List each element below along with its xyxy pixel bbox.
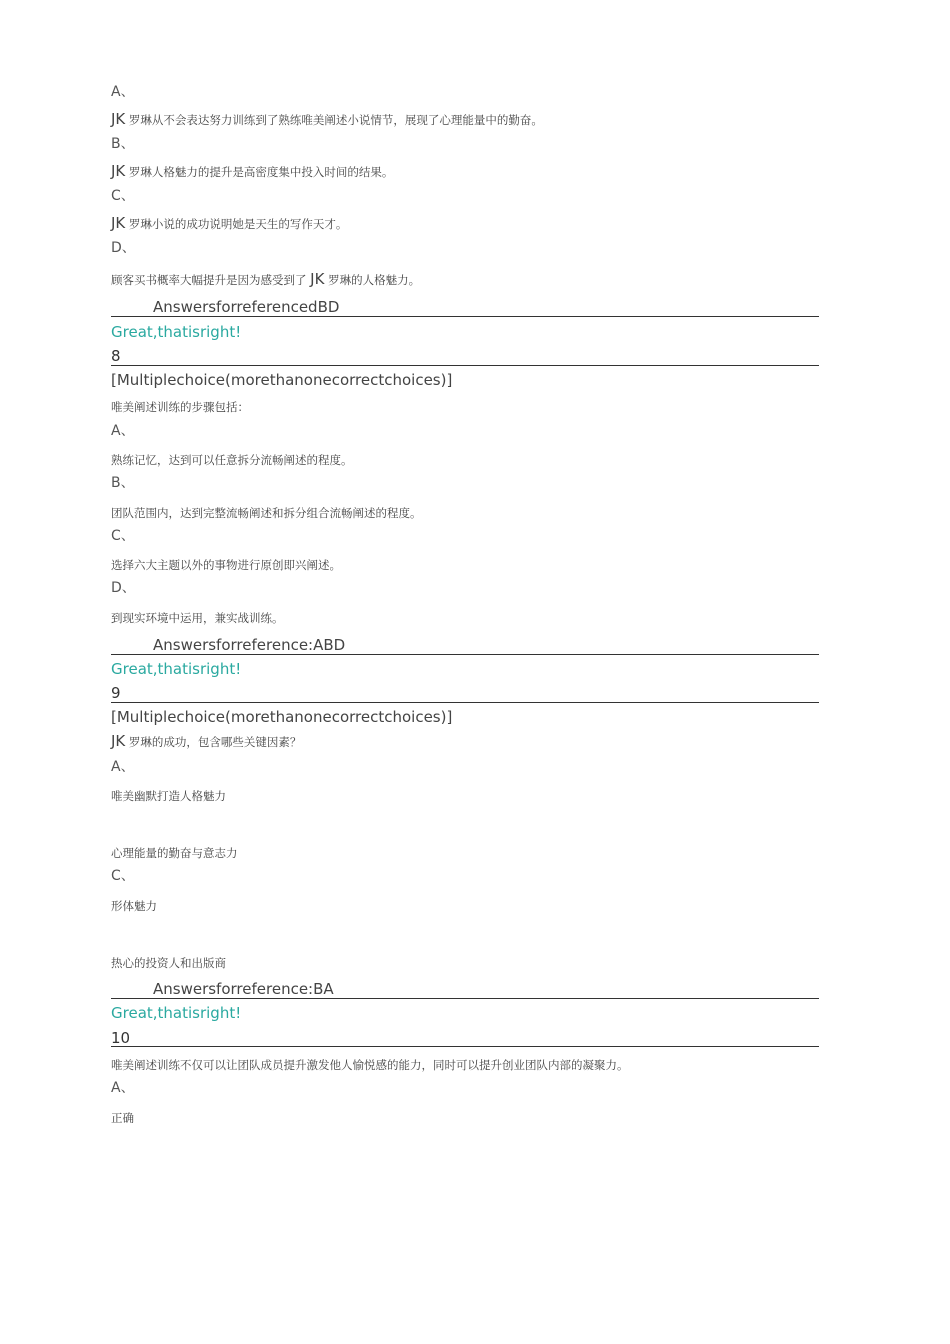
q8-number: 8 [111,347,121,365]
q7-option-d-text [111,272,420,287]
q7-answer-divider [111,316,819,317]
q9-option-c-letter: C、 [111,868,135,884]
q9-option-a-text: 唯美幽默打造人格魅力 [111,789,226,803]
q8-option-b-text: 团队范围内，达到完整流畅阐述和拆分组合流畅阐述的程度。 [111,506,422,520]
q8-option-a-text: 熟练记忆，达到可以任意拆分流畅阐述的程度。 [111,453,353,467]
q7-option-d-jk: JK [310,270,325,288]
q8-option-d-letter: D、 [111,580,136,596]
q7-option-c-body: 罗琳小说的成功说明她是天生的写作天才。 [128,217,348,231]
q7-option-c-jk: JK [111,214,126,232]
q7-option-c-letter: C、 [111,188,135,204]
q7-option-c-text [111,216,347,231]
q9-stem-jk: JK [111,732,126,750]
q7-option-d-letter: D、 [111,240,136,256]
q7-option-b-text [111,164,393,179]
q10-option-a-text: 正确 [111,1111,134,1125]
q10-number-divider [111,1046,819,1047]
q8-type: [Multiplechoice(morethanonecorrectchoices)] [111,371,453,389]
q9-option-b-text: 心理能量的勤奋与意志力 [111,846,238,860]
q10-stem: 唯美阐述训练不仅可以让团队成员提升激发他人愉悦感的能力，同时可以提升创业团队内部的凝聚力。 [111,1058,629,1072]
q8-option-d-text: 到现实环境中运用，兼实战训练。 [111,611,284,625]
q9-type: [Multiplechoice(morethanonecorrectchoices)] [111,708,453,726]
q7-option-b-jk: JK [111,162,126,180]
q10-option-a-letter: A、 [111,1080,135,1096]
q9-option-c-text: 形体魅力 [111,899,157,913]
q7-option-a-text [111,112,543,127]
q9-answer-divider [111,998,819,999]
q9-stem-body: 罗琳的成功，包含哪些关键因素？ [128,735,302,749]
q8-option-c-letter: C、 [111,528,135,544]
q8-answer-reference: Answersforreference:ABD [153,636,346,654]
q8-feedback: Great,thatisright! [111,660,242,678]
q7-feedback: Great,thatisright! [111,323,242,341]
q7-option-a-letter: A、 [111,84,135,100]
q9-option-a-letter: A、 [111,759,135,775]
q9-answer-reference: Answersforreference:BA [153,980,334,998]
q7-option-a-jk: JK [111,110,126,128]
q8-number-divider [111,365,819,366]
q10-number: 10 [111,1029,131,1047]
q9-feedback: Great,thatisright! [111,1004,242,1022]
q9-option-d-text: 热心的投资人和出版商 [111,956,226,970]
q9-number: 9 [111,684,121,702]
q8-stem: 唯美阐述训练的步骤包括： [111,400,249,414]
q7-option-b-letter: B、 [111,136,135,152]
q7-answer-reference: AnswersforreferencedBD [153,298,340,316]
q7-option-a-body: 罗琳从不会表达努力训练到了熟练唯美阐述小说情节，展现了心理能量中的勤奋。 [128,113,543,127]
q9-number-divider [111,702,819,703]
q8-answer-divider [111,654,819,655]
q7-option-d-pre: 顾客买书概率大幅提升是因为感受到了 [111,273,307,287]
q8-option-b-letter: B、 [111,475,135,491]
q9-stem [111,734,301,749]
q8-option-c-text: 选择六大主题以外的事物进行原创即兴阐述。 [111,558,341,572]
q7-option-d-post: 罗琳的人格魅力。 [328,273,421,287]
q7-option-b-body: 罗琳人格魅力的提升是高密度集中投入时间的结果。 [128,165,394,179]
q8-option-a-letter: A、 [111,423,135,439]
